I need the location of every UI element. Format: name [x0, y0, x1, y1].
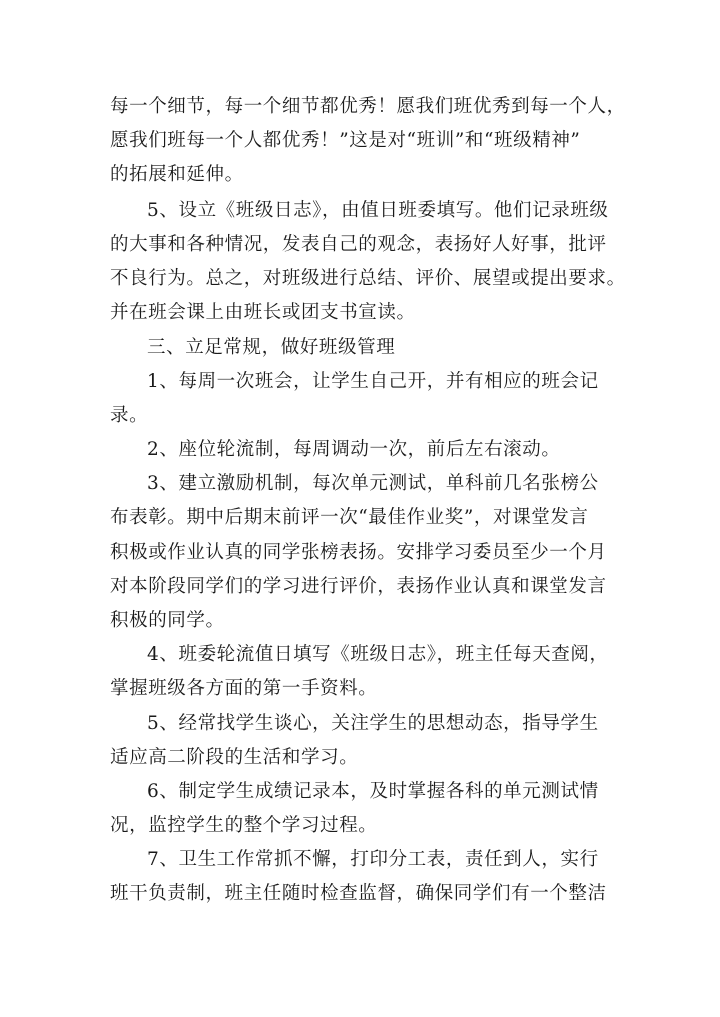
text-line: 愿我们班每一个人都优秀！”这是对“班训”和“班级精神”: [110, 130, 581, 151]
paragraph-start-line: 5、经常找学生谈心，关注学生的思想动态，指导学生: [147, 713, 599, 734]
text-line: 班干负责制，班主任随时检查监督，确保同学们有一个整洁: [110, 883, 607, 904]
text-line: 并在班会课上由班长或团支书宣读。: [110, 302, 416, 323]
text-line: 每一个细节，每一个细节都优秀！愿我们班优秀到每一个人，: [110, 96, 626, 117]
text-line: 录。: [110, 405, 149, 426]
text-line: 不良行为。总之，对班级进行总结、评价、展望或提出要求。: [110, 268, 626, 289]
paragraph-start-line: 4、班委轮流值日填写《班级日志》，班主任每天查阅，: [147, 644, 609, 665]
text-line: 况，监控学生的整个学习过程。: [110, 815, 378, 836]
section-heading: 三、立足常规，做好班级管理: [147, 337, 396, 358]
paragraph-start-line: 2、座位轮流制，每周调动一次，前后左右滚动。: [147, 439, 561, 460]
text-line: 掌握班级各方面的第一手资料。: [110, 678, 378, 699]
text-line: 对本阶段同学们的学习进行评价，表扬作业认真和课堂发言: [110, 576, 607, 597]
text-line: 积极的同学。: [110, 610, 225, 631]
paragraph-start-line: 7、卫生工作常抓不懈，打印分工表，责任到人，实行: [147, 849, 599, 870]
text-line: 积极或作业认真的同学张榜表扬。安排学习委员至少一个月: [110, 542, 607, 563]
paragraph-start-line: 6、制定学生成绩记录本，及时掌握各科的单元测试情: [147, 781, 599, 802]
paragraph-start-line: 5、设立《班级日志》，由值日班委填写。他们记录班级: [147, 200, 609, 221]
text-line: 布表彰。期中后期末前评一次“最佳作业奖”，对课堂发言: [110, 507, 589, 528]
paragraph-start-line: 3、建立激励机制，每次单元测试，单科前几名张榜公: [147, 473, 599, 494]
text-line: 适应高二阶段的生活和学习。: [110, 747, 359, 768]
paragraph-start-line: 1、每周一次班会，让学生自己开，并有相应的班会记: [147, 371, 599, 392]
text-line: 的大事和各种情况，发表自己的观念，表扬好人好事，批评: [110, 234, 607, 255]
text-line: 的拓展和延伸。: [110, 164, 244, 185]
